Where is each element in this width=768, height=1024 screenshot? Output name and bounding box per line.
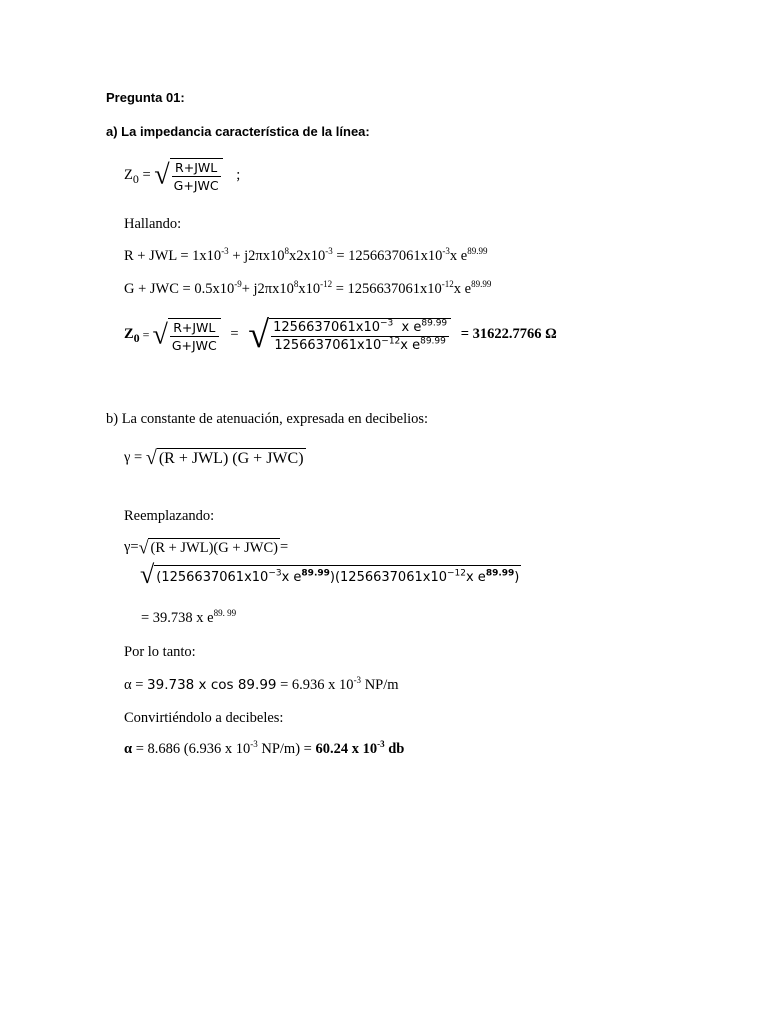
- part-a-heading: a) La impedancia característica de la línea:: [106, 124, 370, 139]
- result-lhs: $Z_0$: [124, 326, 140, 346]
- decibel-value: 60.24 x $10^{-3}$ db: [315, 739, 405, 757]
- formula-semicolon: ;: [236, 166, 241, 183]
- fraction-numerator: R+JWL: [172, 160, 221, 177]
- sqrt-symbol: √ $\frac{\text{R+JWL}}{\text{G+JWC}}$: [152, 318, 220, 353]
- big-fraction: $\frac{1256637061x10^{-3} x e^{89.99}}{1256637061x10^{-12}x e^{89.99}}$: [273, 318, 448, 353]
- gamma-substitution: γ=√ (R + JWL)(G + JWC) =: [124, 537, 289, 558]
- question-title: Pregunta 01:: [106, 90, 185, 105]
- hallando-label: Hallando:: [124, 216, 182, 232]
- sqrt-symbol: √ (R + JWL) (G + JWC): [145, 447, 304, 469]
- fraction-denominator: G+JWC: [173, 178, 219, 193]
- convirtiendo-label: Convirtiéndolo a decibeles:: [124, 710, 284, 726]
- part-b-heading: b) La constante de atenuación, expresada en decibelios:: [106, 411, 429, 427]
- impedance-formula: [124, 158, 240, 193]
- formula-lhs: $Z_0$: [124, 166, 139, 186]
- impedance-value: = 31622.7766 Ω: [460, 326, 557, 343]
- sqrt-symbol: √ $\frac{1256637061x10^{-3} x e^{89.99}}{1256637061x10^{-12}x e^{89.99}}$: [248, 316, 451, 354]
- gamma-expanded: [140, 562, 521, 588]
- sqrt-symbol: √ ($1256637061x10^{-3}x$ $e^{89.99})(1256637061x10^{-12}x$ $e^{89.99}$): [140, 560, 520, 589]
- rjwl-equation: R + JWL = $1x10^{-3} + j2\pi x10^8x2x10^{-3} = 1256637061x10^{-3}x$ $e^{89.99}$: [124, 246, 488, 264]
- sqrt-symbol: √ (R + JWL)(G + JWC): [138, 537, 278, 558]
- gjwc-equation: G + JWC = $0.5x10^{-9}+ j2\pi x10^8x10^{-12} = 1256637061x10^{-12}x$ $e^{89.99}$: [124, 279, 492, 297]
- decibel-equation: α = 8.686 (6.936 x $10^{-3}$ NP/m) = 60.24 x $10^{-3}$ db: [124, 739, 405, 757]
- gamma-formula: γ = √ (R + JWL) (G + JWC): [124, 447, 304, 469]
- alpha-equation: α = 39.738 x cos 89.99 = 6.936 x $10^{-3}$ NP/m: [124, 675, 399, 693]
- gamma-result: = 39.738 x $e^{89. 99}$: [141, 608, 237, 626]
- fraction: $\frac{\text{R+JWL}}{\text{G+JWC}}$: [171, 319, 217, 353]
- sqrt-symbol: √ $\frac{\text{R+JWL}}{\text{G+JWC}}$: [154, 158, 222, 193]
- por-lo-tanto-label: Por lo tanto:: [124, 644, 196, 660]
- reemplazando-label: Reemplazando:: [124, 508, 215, 524]
- formula-equals: =: [138, 166, 155, 183]
- fraction: [172, 160, 221, 193]
- impedance-result: $Z_0$ = √ $\frac{\text{R+JWL}}{\text{G+JWC}}$ = √ $\frac{1256637061x10^{-3} x e^{89.99}}{1256637061x10^{-12}x e^{89.99}}$ = 31622.7766 Ω: [124, 314, 557, 356]
